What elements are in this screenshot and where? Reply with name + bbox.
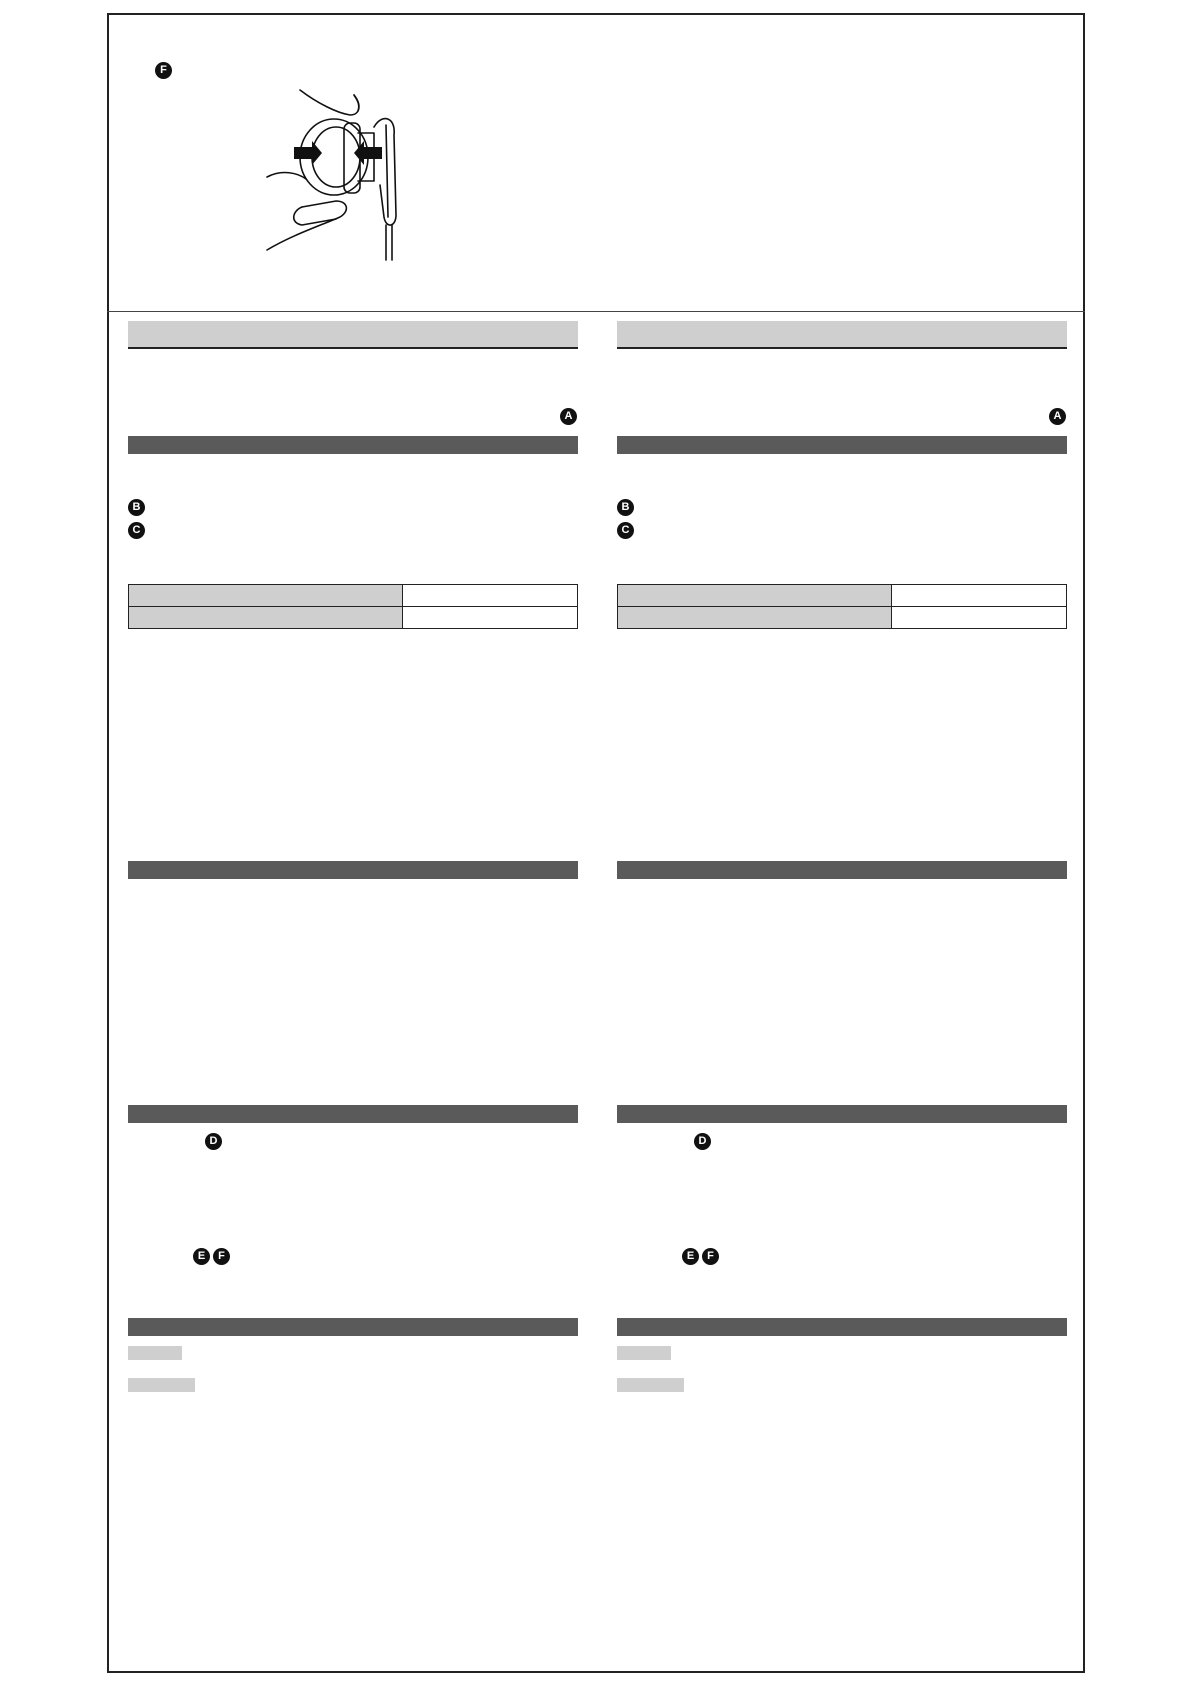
badge-e: E bbox=[193, 1248, 210, 1265]
table-row bbox=[129, 585, 578, 607]
section-header-bar bbox=[617, 436, 1067, 454]
right-column bbox=[617, 0, 1067, 1684]
badge-a: A bbox=[1049, 408, 1066, 425]
table-label-cell bbox=[129, 585, 403, 607]
table-label-cell bbox=[129, 607, 403, 629]
table-value-cell bbox=[892, 585, 1067, 607]
badge-d: D bbox=[694, 1133, 711, 1150]
figure-badge-f: F bbox=[155, 62, 172, 79]
label-chip bbox=[617, 1378, 684, 1392]
badge-d: D bbox=[205, 1133, 222, 1150]
section-title-bar bbox=[128, 321, 578, 349]
section-title-bar bbox=[617, 321, 1067, 349]
table-value-cell bbox=[403, 607, 578, 629]
table-row bbox=[618, 585, 1067, 607]
label-chip bbox=[128, 1346, 182, 1360]
label-chip bbox=[617, 1346, 671, 1360]
section-header-bar bbox=[128, 1105, 578, 1123]
spec-table bbox=[617, 584, 1067, 629]
table-row bbox=[618, 607, 1067, 629]
table-label-cell bbox=[618, 585, 892, 607]
left-column bbox=[128, 0, 578, 1684]
table-value-cell bbox=[403, 585, 578, 607]
section-header-bar bbox=[617, 1105, 1067, 1123]
table-value-cell bbox=[892, 607, 1067, 629]
badge-c: C bbox=[128, 522, 145, 539]
badge-e: E bbox=[682, 1248, 699, 1265]
section-header-bar bbox=[128, 436, 578, 454]
spec-table bbox=[128, 584, 578, 629]
table-label-cell bbox=[618, 607, 892, 629]
badge-c: C bbox=[617, 522, 634, 539]
table-row bbox=[129, 607, 578, 629]
badge-f: F bbox=[702, 1248, 719, 1265]
badge-b: B bbox=[128, 499, 145, 516]
badge-b: B bbox=[617, 499, 634, 516]
section-header-bar bbox=[128, 861, 578, 879]
section-header-bar bbox=[617, 1318, 1067, 1336]
badge-f: F bbox=[213, 1248, 230, 1265]
badge-a: A bbox=[560, 408, 577, 425]
label-chip bbox=[128, 1378, 195, 1392]
section-header-bar bbox=[617, 861, 1067, 879]
section-header-bar bbox=[128, 1318, 578, 1336]
